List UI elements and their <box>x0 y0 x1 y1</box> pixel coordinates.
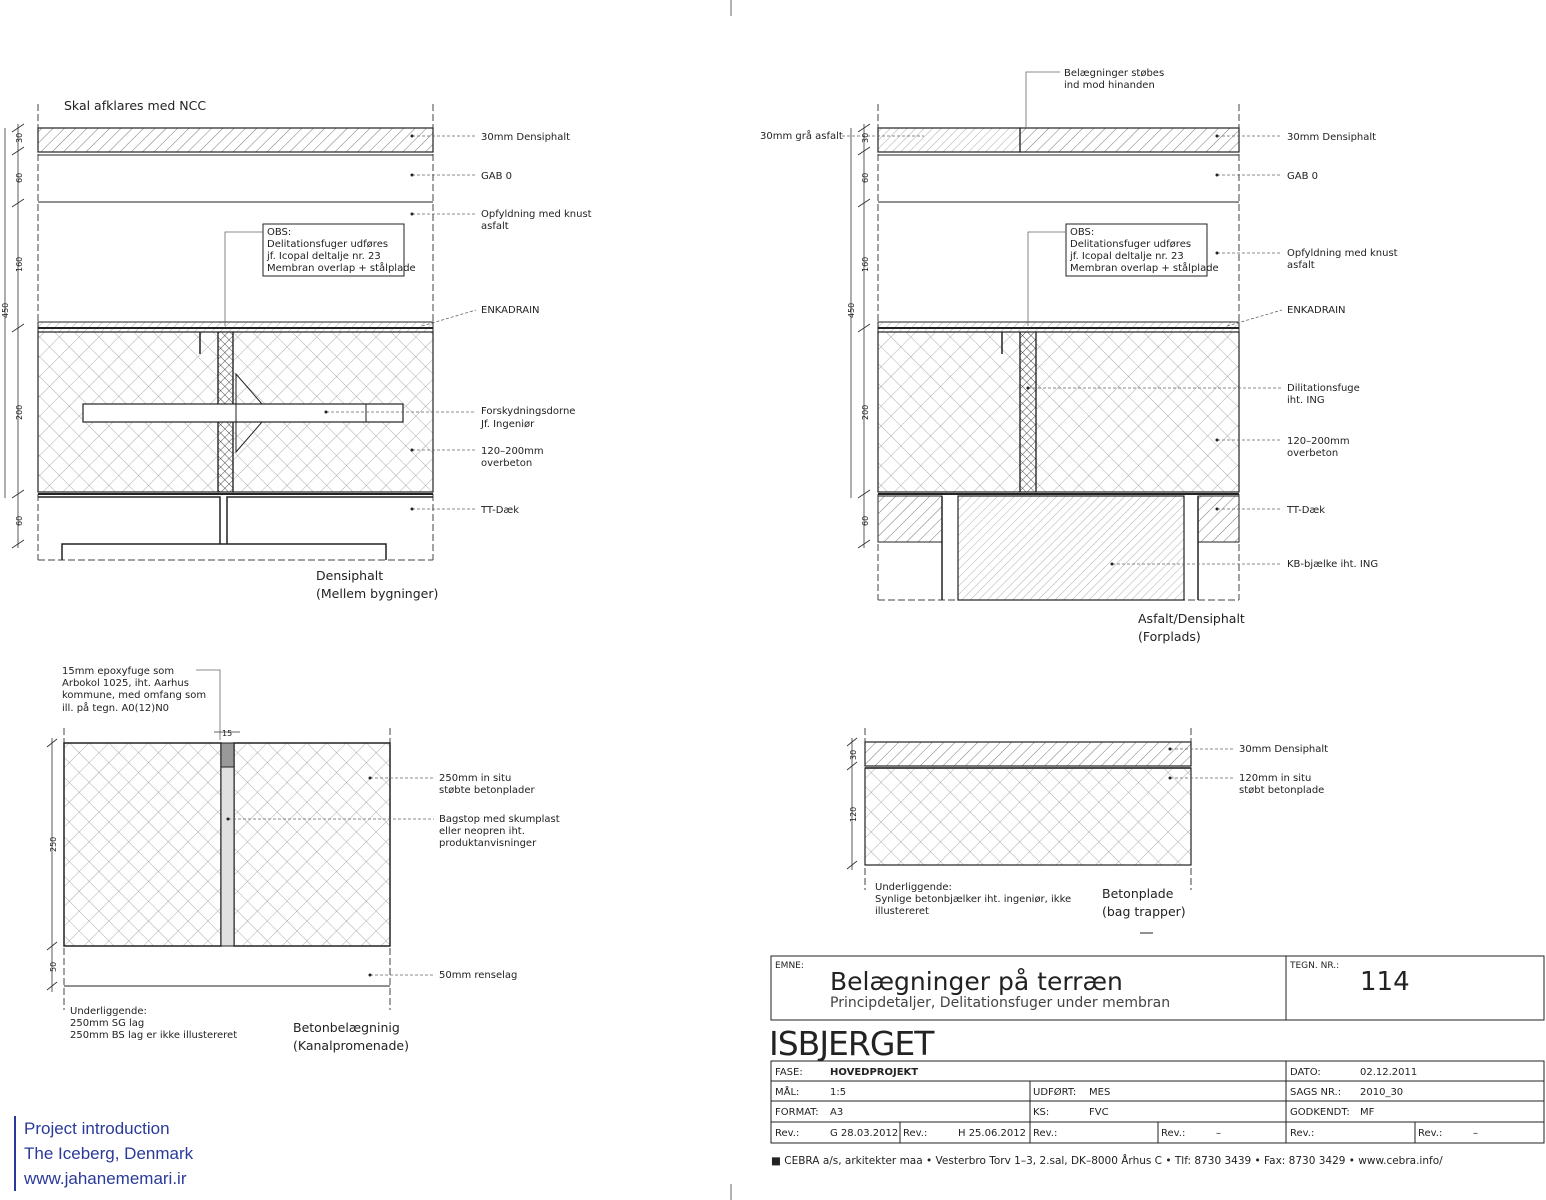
tegn-label: TEGN. NR.: <box>1290 961 1340 971</box>
dim-250: 250 <box>49 836 58 852</box>
rev-label-2: Rev.: <box>903 1128 928 1139</box>
label-opfyldning: Opfyldning med knust <box>1287 248 1398 259</box>
rev-dash-6: – <box>1473 1128 1478 1139</box>
label-kb-bjaelke: KB-bjælke iht. ING <box>1287 559 1379 570</box>
ks-value: FVC <box>1089 1107 1109 1118</box>
label-densiphalt: 30mm Densiphalt <box>1287 132 1377 143</box>
dim-160: 160 <box>861 256 870 272</box>
under-line-2: 250mm SG lag <box>70 1018 145 1029</box>
detail-title: Betonbelægninig <box>293 1020 400 1035</box>
ks-label: KS: <box>1033 1107 1050 1118</box>
sheet-title: Belægninger på terræn <box>830 967 1123 996</box>
dim-30: 30 <box>15 132 24 143</box>
label-neopren: eller neopren iht. <box>439 826 525 837</box>
dim-450: 450 <box>847 302 856 318</box>
dim-30: 30 <box>861 132 870 143</box>
dim-60b: 60 <box>861 515 870 526</box>
label-bagstop: Bagstop med skumplast <box>439 814 560 825</box>
title-block <box>769 956 1544 1167</box>
label-densiphalt: 30mm Densiphalt <box>481 132 571 143</box>
note-line-3: kommune, med omfang som <box>62 690 207 701</box>
fase-value: HOVEDPROJEKT <box>830 1067 919 1078</box>
sags-label: SAGS NR.: <box>1290 1087 1342 1098</box>
label-tt-daek: TT-Dæk <box>481 505 520 516</box>
office-footer: ■ CEBRA a/s, arkitekter maa • Vesterbro Torv 1–3, 2.sal, DK–8000 Århus C • Tlf: 8730 3439 • Fax: 8730 3429 • www.cebra.info/ <box>771 1155 1443 1167</box>
label-dilitationsfuge: Dilitationsfuge <box>1287 383 1360 394</box>
label-betonplader: støbte betonplader <box>439 785 535 796</box>
dim-450: 450 <box>1 302 10 318</box>
rev-label-6: Rev.: <box>1418 1128 1443 1139</box>
top-note-2: ind mod hinanden <box>1064 80 1155 91</box>
dim-120: 120 <box>849 806 858 822</box>
label-densiphalt: 30mm Densiphalt <box>1239 744 1329 755</box>
detail-densiphalt-mellem-bygninger <box>1 98 592 601</box>
detail-title: Densiphalt <box>316 568 384 583</box>
obs-line-2: Delitationsfuger udføres <box>1070 239 1192 250</box>
label-iht-ing: iht. ING <box>1287 395 1325 406</box>
obs-line-4: Membran overlap + stålplade <box>1070 263 1219 274</box>
under-line-3: illustereret <box>875 906 929 917</box>
rev-label-4: Rev.: <box>1161 1128 1186 1139</box>
detail-subtitle: (Mellem bygninger) <box>316 586 439 601</box>
under-line-3: 250mm BS lag er ikke illustereret <box>70 1030 238 1041</box>
dato-value: 02.12.2011 <box>1360 1067 1418 1078</box>
dim-160: 160 <box>15 256 24 272</box>
dato-label: DATO: <box>1290 1067 1321 1078</box>
under-line-1: Underliggende: <box>70 1006 147 1017</box>
label-opfyldning: Opfyldning med knust <box>481 209 592 220</box>
label-in-situ: 120mm in situ <box>1239 773 1312 784</box>
label-tt-daek: TT-Dæk <box>1287 505 1326 516</box>
credit-line-3[interactable]: www.jahanememari.ir <box>24 1169 187 1188</box>
label-renselag: 50mm renselag <box>439 970 518 981</box>
obs-line-3: jf. Icopal deltalje nr. 23 <box>267 251 381 262</box>
drawing-number: 114 <box>1360 967 1410 997</box>
detail-subtitle: (Forplads) <box>1138 629 1201 644</box>
rev-dash-4: – <box>1216 1128 1221 1139</box>
obs-line-1: OBS: <box>1070 227 1095 238</box>
rev-label-5: Rev.: <box>1290 1128 1315 1139</box>
dim-60: 60 <box>861 172 870 183</box>
sags-value: 2010_30 <box>1360 1087 1404 1098</box>
label-overbeton: overbeton <box>1287 448 1339 459</box>
format-value: A3 <box>830 1107 844 1118</box>
under-line-1: Underliggende: <box>875 882 952 893</box>
note-line-4: ill. på tegn. A0(12)N0 <box>62 703 170 714</box>
udfort-value: MES <box>1089 1087 1111 1098</box>
credit-line-1: Project introduction <box>24 1119 170 1138</box>
note-ncc: Skal afklares med NCC <box>64 98 207 113</box>
label-asfalt: asfalt <box>481 221 509 232</box>
sheet-subtitle: Principdetaljer, Delitationsfuger under membran <box>830 995 1171 1011</box>
label-enkadrain: ENKADRAIN <box>1287 305 1346 316</box>
udfort-label: UDFØRT: <box>1033 1087 1077 1098</box>
label-overbeton-size: 120–200mm <box>1287 436 1350 447</box>
label-overbeton: overbeton <box>481 458 533 469</box>
fase-label: FASE: <box>775 1067 803 1078</box>
under-line-2: Synlige betonbjælker iht. ingeniør, ikke <box>875 894 1072 905</box>
top-note-1: Belægninger støbes <box>1064 68 1165 79</box>
project-name: ISBJERGET <box>769 1024 934 1063</box>
obs-line-3: jf. Icopal deltalje nr. 23 <box>1070 251 1184 262</box>
label-in-situ: 250mm in situ <box>439 773 512 784</box>
label-asfalt: asfalt <box>1287 260 1315 271</box>
format-label: FORMAT: <box>775 1107 819 1118</box>
obs-line-2: Delitationsfuger udføres <box>267 239 389 250</box>
rev-label-3: Rev.: <box>1033 1128 1058 1139</box>
note-line-1: 15mm epoxyfuge som <box>62 666 175 677</box>
label-gra-asfalt: 30mm grå asfalt <box>760 131 843 142</box>
credit-line-2: The Iceberg, Denmark <box>24 1144 194 1163</box>
detail-subtitle: (bag trapper) <box>1102 904 1186 919</box>
dim-joint: 15 <box>222 729 233 738</box>
detail-title: Betonplade <box>1102 886 1174 901</box>
rev-label-1: Rev.: <box>775 1128 800 1139</box>
rev-value-2: H 25.06.2012 <box>958 1128 1026 1139</box>
label-gab0: GAB 0 <box>1287 171 1318 182</box>
label-overbeton-size: 120–200mm <box>481 446 544 457</box>
label-gab0: GAB 0 <box>481 171 512 182</box>
mal-value: 1:5 <box>830 1087 847 1098</box>
detail-subtitle: (Kanalpromenade) <box>293 1038 409 1053</box>
label-dorne: Forskydningsdorne <box>481 406 576 417</box>
note-line-2: Arbokol 1025, iht. Aarhus <box>62 678 189 689</box>
obs-line-4: Membran overlap + stålplade <box>267 263 416 274</box>
godkendt-value: MF <box>1360 1107 1375 1118</box>
dim-60: 60 <box>15 172 24 183</box>
detail-betonbelaegning-kanalpromenade <box>47 666 560 1053</box>
label-enkadrain: ENKADRAIN <box>481 305 540 316</box>
dim-50: 50 <box>49 961 58 972</box>
mal-label: MÅL: <box>775 1087 800 1098</box>
godkendt-label: GODKENDT: <box>1290 1107 1350 1118</box>
credit-overlay <box>14 1116 193 1191</box>
detail-betonplade-bag-trapper <box>847 728 1328 933</box>
emne-label: EMNE: <box>775 961 804 971</box>
obs-line-1: OBS: <box>267 227 292 238</box>
label-betonplade: støbt betonplade <box>1239 785 1325 796</box>
rev-value-1: G 28.03.2012 <box>830 1128 899 1139</box>
label-ingenior: Jf. Ingeniør <box>481 419 535 430</box>
dim-60b: 60 <box>15 515 24 526</box>
detail-title: Asfalt/Densiphalt <box>1138 611 1245 626</box>
dim-200: 200 <box>15 404 24 420</box>
label-produkt: produktanvisninger <box>439 838 537 849</box>
detail-asfalt-densiphalt-forplads <box>760 68 1398 644</box>
dim-30: 30 <box>849 749 858 760</box>
dim-200: 200 <box>861 404 870 420</box>
